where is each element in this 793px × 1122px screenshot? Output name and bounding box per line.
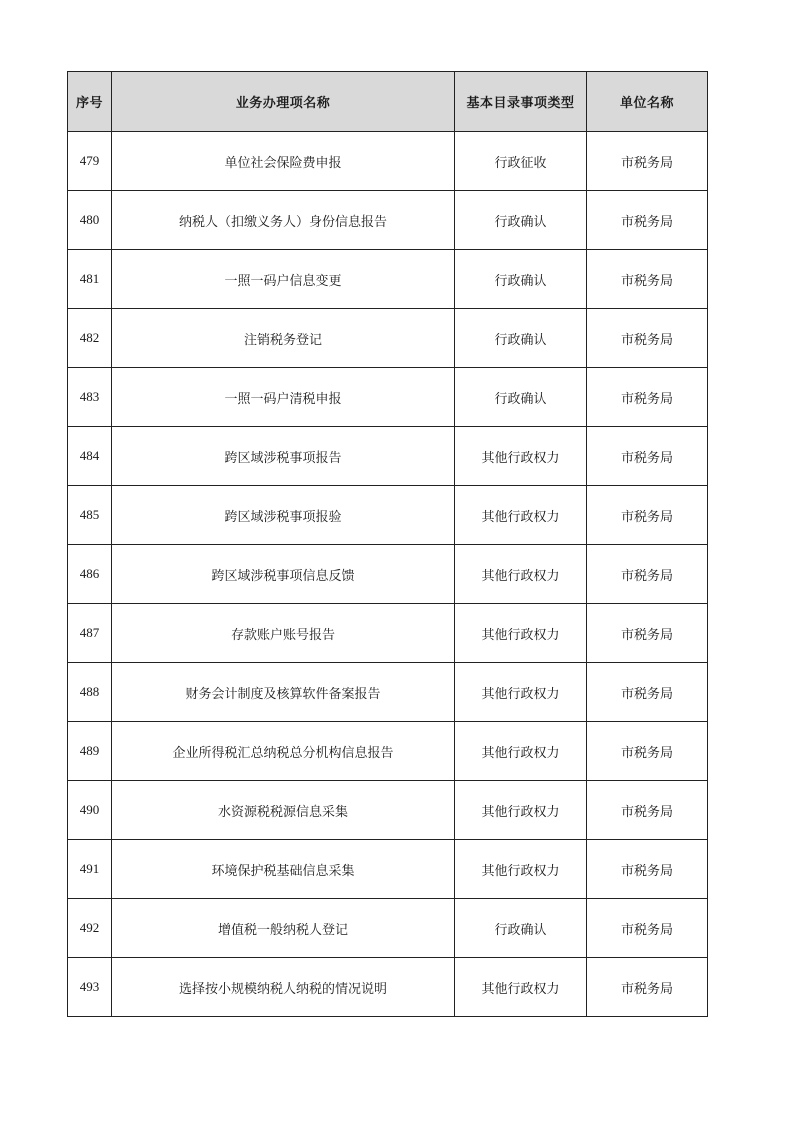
cell-seq: 488	[68, 663, 112, 722]
cell-unit-name: 市税务局	[587, 427, 708, 486]
cell-unit-name: 市税务局	[587, 309, 708, 368]
table-row	[68, 191, 708, 250]
header-item-type: 基本目录事项类型	[455, 72, 587, 132]
cell-item-name: 财务会计制度及核算软件备案报告	[112, 663, 455, 722]
cell-item-type: 其他行政权力	[455, 840, 587, 899]
cell-seq: 484	[68, 427, 112, 486]
cell-unit-name: 市税务局	[587, 545, 708, 604]
cell-item-type: 行政确认	[455, 191, 587, 250]
cell-seq: 486	[68, 545, 112, 604]
cell-item-name: 注销税务登记	[112, 309, 455, 368]
cell-unit-name: 市税务局	[587, 840, 708, 899]
table-row	[68, 486, 708, 545]
cell-item-name: 跨区域涉税事项信息反馈	[112, 545, 455, 604]
cell-item-type: 行政确认	[455, 250, 587, 309]
table-body	[68, 132, 708, 1017]
cell-item-name: 水资源税税源信息采集	[112, 781, 455, 840]
cell-item-type: 其他行政权力	[455, 427, 587, 486]
cell-item-type: 其他行政权力	[455, 663, 587, 722]
header-seq: 序号	[68, 72, 112, 132]
cell-item-name: 一照一码户清税申报	[112, 368, 455, 427]
cell-seq: 489	[68, 722, 112, 781]
cell-item-type: 行政征收	[455, 132, 587, 191]
cell-seq: 483	[68, 368, 112, 427]
items-table-container	[67, 71, 707, 1017]
cell-seq: 493	[68, 958, 112, 1017]
cell-item-name: 增值税一般纳税人登记	[112, 899, 455, 958]
cell-item-name: 存款账户账号报告	[112, 604, 455, 663]
table-row	[68, 368, 708, 427]
cell-unit-name: 市税务局	[587, 958, 708, 1017]
table-row	[68, 958, 708, 1017]
cell-unit-name: 市税务局	[587, 722, 708, 781]
cell-item-type: 行政确认	[455, 368, 587, 427]
cell-item-name: 纳税人（扣缴义务人）身份信息报告	[112, 191, 455, 250]
cell-unit-name: 市税务局	[587, 191, 708, 250]
cell-unit-name: 市税务局	[587, 132, 708, 191]
table-row	[68, 250, 708, 309]
cell-item-type: 其他行政权力	[455, 604, 587, 663]
table-row	[68, 663, 708, 722]
cell-item-name: 跨区域涉税事项报告	[112, 427, 455, 486]
cell-seq: 482	[68, 309, 112, 368]
cell-seq: 487	[68, 604, 112, 663]
cell-item-name: 环境保护税基础信息采集	[112, 840, 455, 899]
cell-item-type: 行政确认	[455, 309, 587, 368]
cell-item-name: 一照一码户信息变更	[112, 250, 455, 309]
table-row	[68, 604, 708, 663]
cell-item-type: 其他行政权力	[455, 958, 587, 1017]
table-row	[68, 781, 708, 840]
table-row	[68, 840, 708, 899]
cell-unit-name: 市税务局	[587, 368, 708, 427]
cell-item-type: 其他行政权力	[455, 486, 587, 545]
cell-unit-name: 市税务局	[587, 604, 708, 663]
cell-item-type: 行政确认	[455, 899, 587, 958]
cell-item-name: 单位社会保险费申报	[112, 132, 455, 191]
header-unit-name: 单位名称	[587, 72, 708, 132]
cell-unit-name: 市税务局	[587, 899, 708, 958]
cell-unit-name: 市税务局	[587, 781, 708, 840]
cell-unit-name: 市税务局	[587, 250, 708, 309]
cell-seq: 485	[68, 486, 112, 545]
table-header	[68, 72, 708, 132]
cell-unit-name: 市税务局	[587, 486, 708, 545]
cell-item-name: 选择按小规模纳税人纳税的情况说明	[112, 958, 455, 1017]
cell-item-type: 其他行政权力	[455, 722, 587, 781]
table-row	[68, 309, 708, 368]
table-row	[68, 722, 708, 781]
header-row	[68, 72, 708, 132]
cell-seq: 480	[68, 191, 112, 250]
cell-seq: 479	[68, 132, 112, 191]
table-row	[68, 545, 708, 604]
cell-seq: 492	[68, 899, 112, 958]
cell-item-type: 其他行政权力	[455, 545, 587, 604]
cell-seq: 481	[68, 250, 112, 309]
table-row	[68, 132, 708, 191]
table-row	[68, 427, 708, 486]
cell-item-type: 其他行政权力	[455, 781, 587, 840]
cell-item-name: 企业所得税汇总纳税总分机构信息报告	[112, 722, 455, 781]
cell-unit-name: 市税务局	[587, 663, 708, 722]
cell-item-name: 跨区域涉税事项报验	[112, 486, 455, 545]
cell-seq: 490	[68, 781, 112, 840]
items-table	[67, 71, 708, 1017]
table-row	[68, 899, 708, 958]
cell-seq: 491	[68, 840, 112, 899]
header-item-name: 业务办理项名称	[112, 72, 455, 132]
